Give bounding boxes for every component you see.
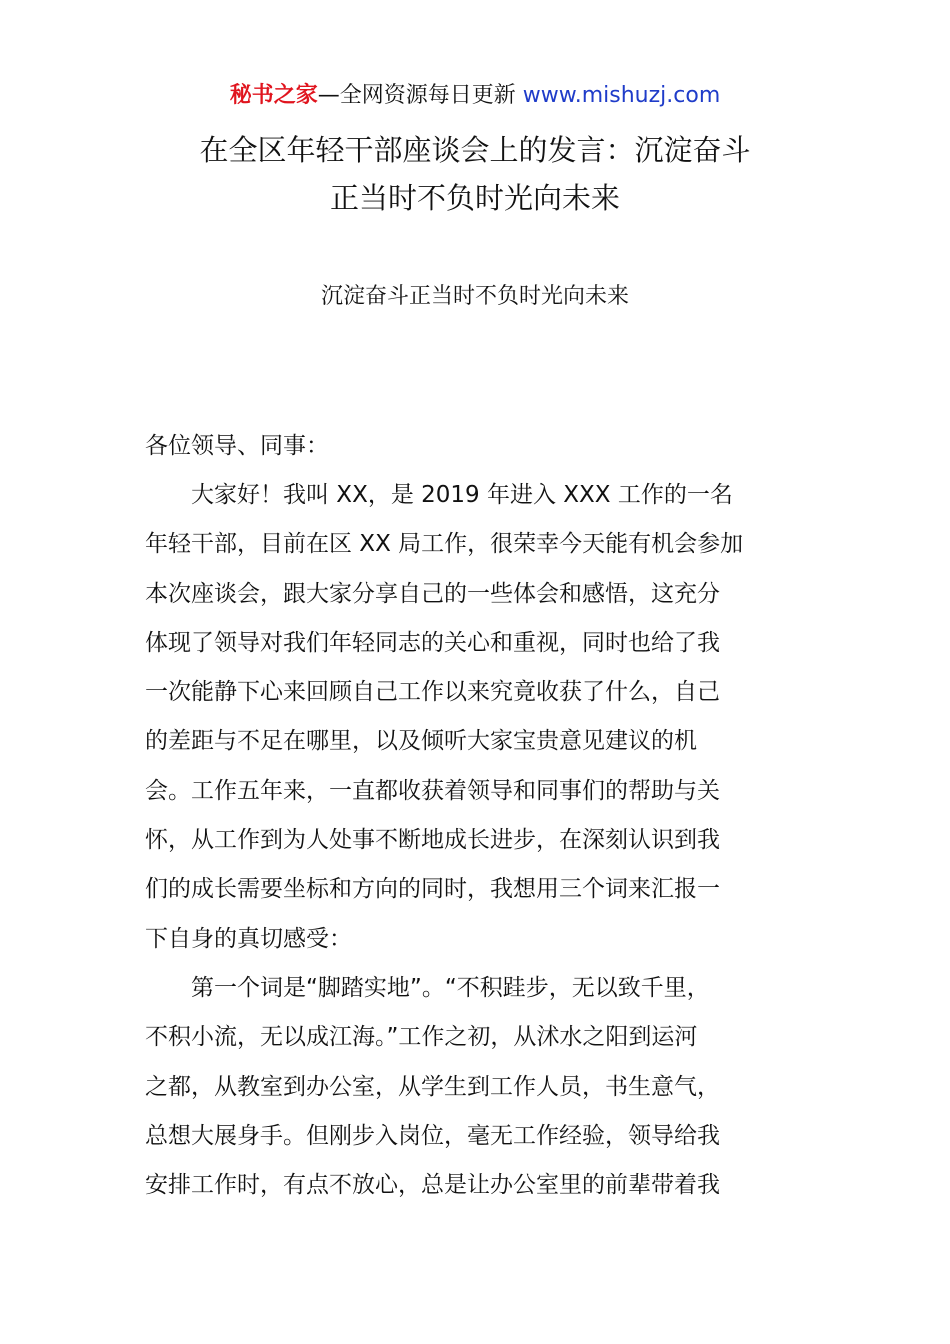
paragraph-line: 怀，从工作到为人处事不断地成长进步，在深刻认识到我 xyxy=(145,827,720,854)
paragraph-line: 本次座谈会，跟大家分享自己的一些体会和感悟，这充分 xyxy=(145,580,720,607)
paragraph-line: 年轻干部，目前在区 XX 局工作，很荣幸今天能有机会参加 xyxy=(145,531,744,558)
salutation: 各位领导、同事： xyxy=(145,433,329,459)
title-line-2: 正当时不负时光向未来 xyxy=(329,181,620,215)
site-url-link[interactable]: www.mishuzj.com xyxy=(522,83,721,108)
paragraph-line: 的差距与不足在哪里，以及倾听大家宝贵意见建议的机 xyxy=(145,728,697,755)
paragraph-1 xyxy=(145,471,810,964)
paragraph-line: 会。工作五年来，一直都收获着领导和同事们的帮助与关 xyxy=(145,777,720,804)
paragraph-line: 不积小流，无以成江海。”工作之初，从沭水之阳到运河 xyxy=(145,1024,698,1051)
header-tagline: —全网资源每日更新 xyxy=(317,83,523,108)
site-header xyxy=(0,80,950,112)
paragraph-line: 总想大展身手。但刚步入岗位，毫无工作经验，领导给我 xyxy=(145,1122,720,1149)
paragraph-2 xyxy=(145,964,810,1210)
paragraph-line: 们的成长需要坐标和方向的同时，我想用三个词来汇报一 xyxy=(145,876,720,903)
paragraph-line: 之都，从教室到办公室，从学生到工作人员，书生意气， xyxy=(145,1073,720,1100)
paragraph-line: 安排工作时，有点不放心，总是让办公室里的前辈带着我 xyxy=(145,1172,720,1199)
paragraph-line: 下自身的真切感受： xyxy=(145,925,352,952)
paragraph-line: 一次能静下心来回顾自己工作以来究竟收获了什么，自己 xyxy=(145,679,720,706)
title-line-1: 在全区年轻干部座谈会上的发言：沉淀奋斗 xyxy=(199,133,751,167)
paragraph-line: 第一个词是“脚踏实地”。“不积跬步，无以致千里， xyxy=(145,975,710,1001)
paragraph-line: 体现了领导对我们年轻同志的关心和重视，同时也给了我 xyxy=(145,629,720,656)
document-subtitle: 沉淀奋斗正当时不负时光向未来 xyxy=(320,284,629,309)
paragraph-line: 大家好！我叫 XX，是 2019 年进入 XXX 工作的一名 xyxy=(145,482,733,508)
brand-name: 秘书之家 xyxy=(229,83,318,108)
document-title xyxy=(0,126,950,222)
